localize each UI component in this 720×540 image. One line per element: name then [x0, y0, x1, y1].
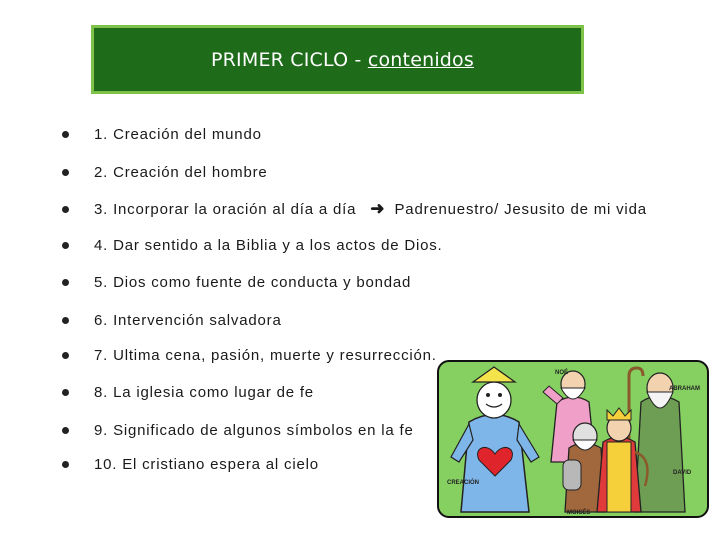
list-item [62, 418, 414, 442]
title-main: PRIMER CICLO - [210, 48, 368, 71]
list-item [62, 197, 647, 221]
list-item [62, 380, 314, 404]
list-item-text: 10. El cristiano espera al cielo [94, 455, 319, 473]
bullet-icon [62, 279, 69, 286]
list-item [62, 308, 282, 332]
creation-figure [447, 367, 539, 512]
bullet-icon [62, 317, 69, 324]
bullet-icon [62, 206, 69, 213]
list-item [62, 270, 411, 294]
list-item-text: 3. Incorporar la oración al día a día [94, 200, 357, 218]
bullet-icon [62, 352, 69, 359]
list-item-text: 1. Creación del mundo [94, 125, 262, 143]
label-david: DAVID [673, 470, 692, 476]
bullet-icon [62, 131, 69, 138]
label-abraham: ABRAHAM [669, 386, 700, 392]
page-title [211, 49, 474, 71]
bible-characters-illustration [437, 360, 709, 518]
list-item-text: 7. Ultima cena, pasión, muerte y resurrección. [94, 346, 437, 364]
list-item-text: 9. Significado de algunos símbolos en la fe [94, 421, 414, 439]
list-item [62, 233, 443, 257]
list-item [62, 122, 262, 146]
bullet-icon [62, 169, 69, 176]
title-link[interactable]: contenidos [367, 48, 474, 71]
label-noe: NOÉ [555, 370, 569, 376]
list-item [62, 452, 319, 476]
title-banner [91, 25, 584, 94]
right-arrow-icon: ➜ [370, 199, 385, 218]
bullet-icon [62, 427, 69, 434]
list-item-text-after: Padrenuestro/ Jesusito de mi vida [394, 200, 647, 218]
list-item [62, 160, 268, 184]
label-creacion: CREACIÓN [447, 480, 480, 486]
list-item-text: 4. Dar sentido a la Biblia y a los actos de Dios. [94, 236, 443, 254]
list-item-text: 5. Dios como fuente de conducta y bondad [94, 273, 412, 291]
list-item-text: 8. La iglesia como lugar de fe [94, 383, 314, 401]
bullet-icon [62, 242, 69, 249]
list-item [62, 343, 437, 367]
list-item-text: 2. Creación del hombre [94, 163, 268, 181]
label-moises: MOISÉS [567, 510, 591, 516]
list-item-text: 6. Intervención salvadora [94, 311, 282, 329]
bullet-icon [62, 389, 69, 396]
bullet-icon [62, 461, 69, 468]
